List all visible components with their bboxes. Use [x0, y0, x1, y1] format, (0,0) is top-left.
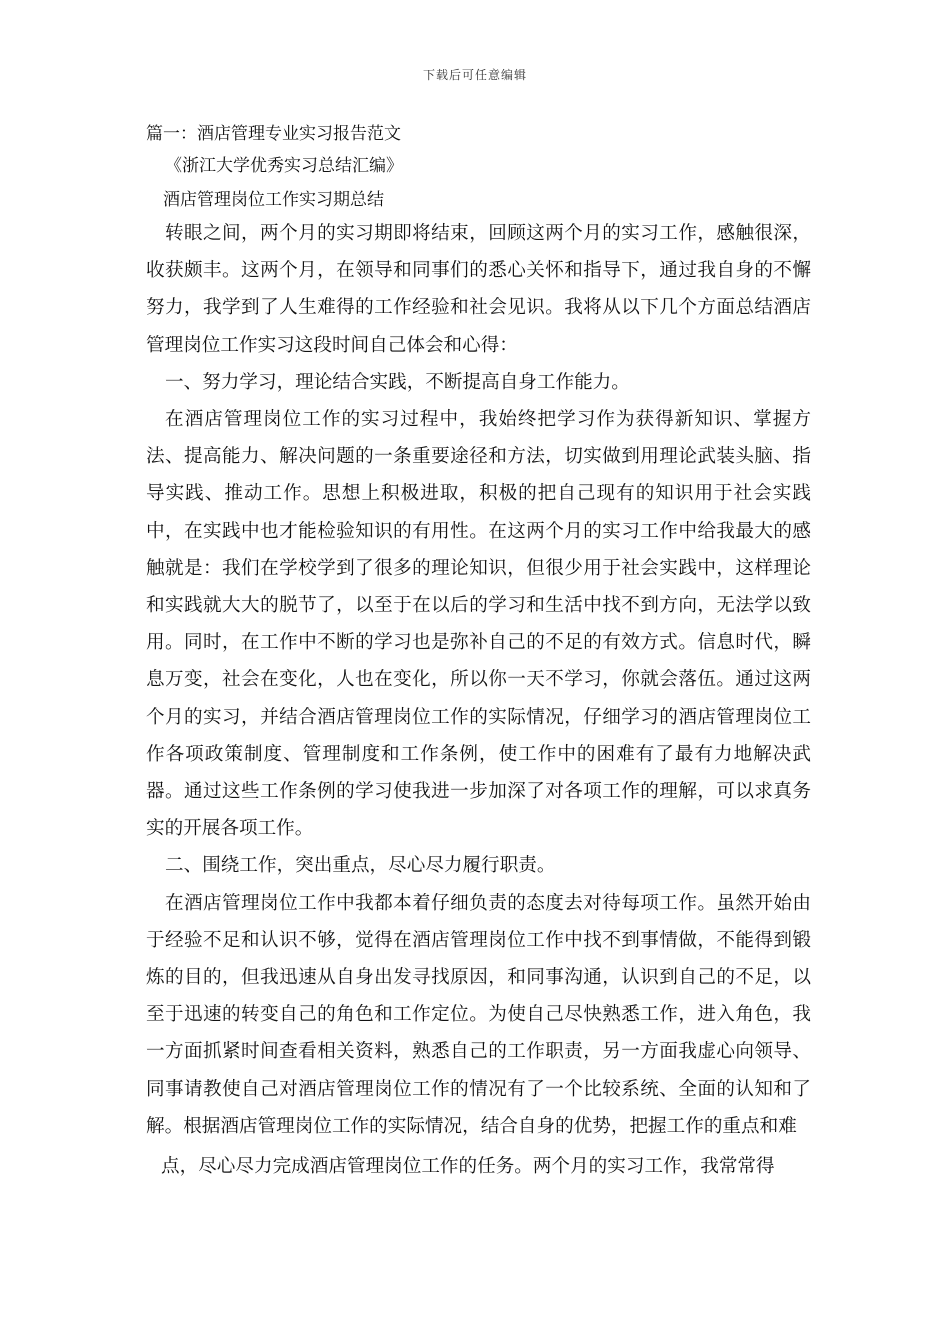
section-heading-2: 二、围绕工作，突出重点，尽心尽力履行职责。: [165, 855, 556, 877]
document-title: 篇一：酒店管理专业实习报告范文: [146, 124, 401, 144]
paragraph-learning: 在酒店管理岗位工作的实习过程中，我始终把学习作为获得新知识、掌握方法、提高能力、解决问题的一条重要途径和方法，切实做到用理论武装头脑、指导实践、推动工作。思想上积极进取，积极的把自己现有的知识用于社会实践中，在实践中也才能检验知识的有用性。在这两个月的实习工作中给我最大的感触就是：我们在学校学到了很多的理论知识，但很少用于社会实践中，这样理论和实践就大大的脱节了，以至于在以后的学习和生活中找不到方向，无法学以致用。同时，在工作中不断的学习也是弥补自己的不足的有效方式。信息时代，瞬息万变，社会在变化，人也在变化，所以你一天不学习，你就会落伍。通过这两个月的实习，并结合酒店管理岗位工作的实际情况，仔细学习的酒店管理岗位工作各项政策制度、管理制度和工作条例，使工作中的困难有了最有力地解决武器。通过这些工作条例的学习使我进一步加深了对各项工作的理解，可以求真务实的开展各项工作。: [146, 409, 811, 840]
section-heading: 酒店管理岗位工作实习期总结: [163, 190, 384, 210]
document-subtitle: 《浙江大学优秀实习总结汇编》: [165, 156, 403, 176]
paragraph-duties: 在酒店管理岗位工作中我都本着仔细负责的态度去对待每项工作。虽然开始由于经验不足和认识不够，觉得在酒店管理岗位工作中找不到事情做，不能得到锻炼的目的，但我迅速从自身出发寻找原因，和同事沟通，认识到自己的不足，以至于迅速的转变自己的角色和工作定位。为使自己尽快熟悉工作，进入角色，我一方面抓紧时间查看相关资料，熟悉自己的工作职责，另一方面我虚心向领导、同事请教使自己对酒店管理岗位工作的情况有了一个比较系统、全面的认知和了解。根据酒店管理岗位工作的实际情况，结合自身的优势，把握工作的重点和难: [146, 892, 811, 1137]
paragraph-continued: 点，尽心尽力完成酒店管理岗位工作的任务。两个月的实习工作，我常常得: [161, 1156, 775, 1178]
paragraph-intro: 转眼之间，两个月的实习期即将结束，回顾这两个月的实习工作，感触很深，收获颇丰。这两个月，在领导和同事们的悉心关怀和指导下，通过我自身的不懈努力，我学到了人生难得的工作经验和社会见识。我将从以下几个方面总结酒店管理岗位工作实习这段时间自己体会和心得：: [146, 223, 811, 356]
page-header: 下载后可任意编辑: [422, 68, 527, 82]
document-body: [146, 121, 811, 1185]
section-heading-1: 一、努力学习，理论结合实践，不断提高自身工作能力。: [165, 371, 630, 393]
